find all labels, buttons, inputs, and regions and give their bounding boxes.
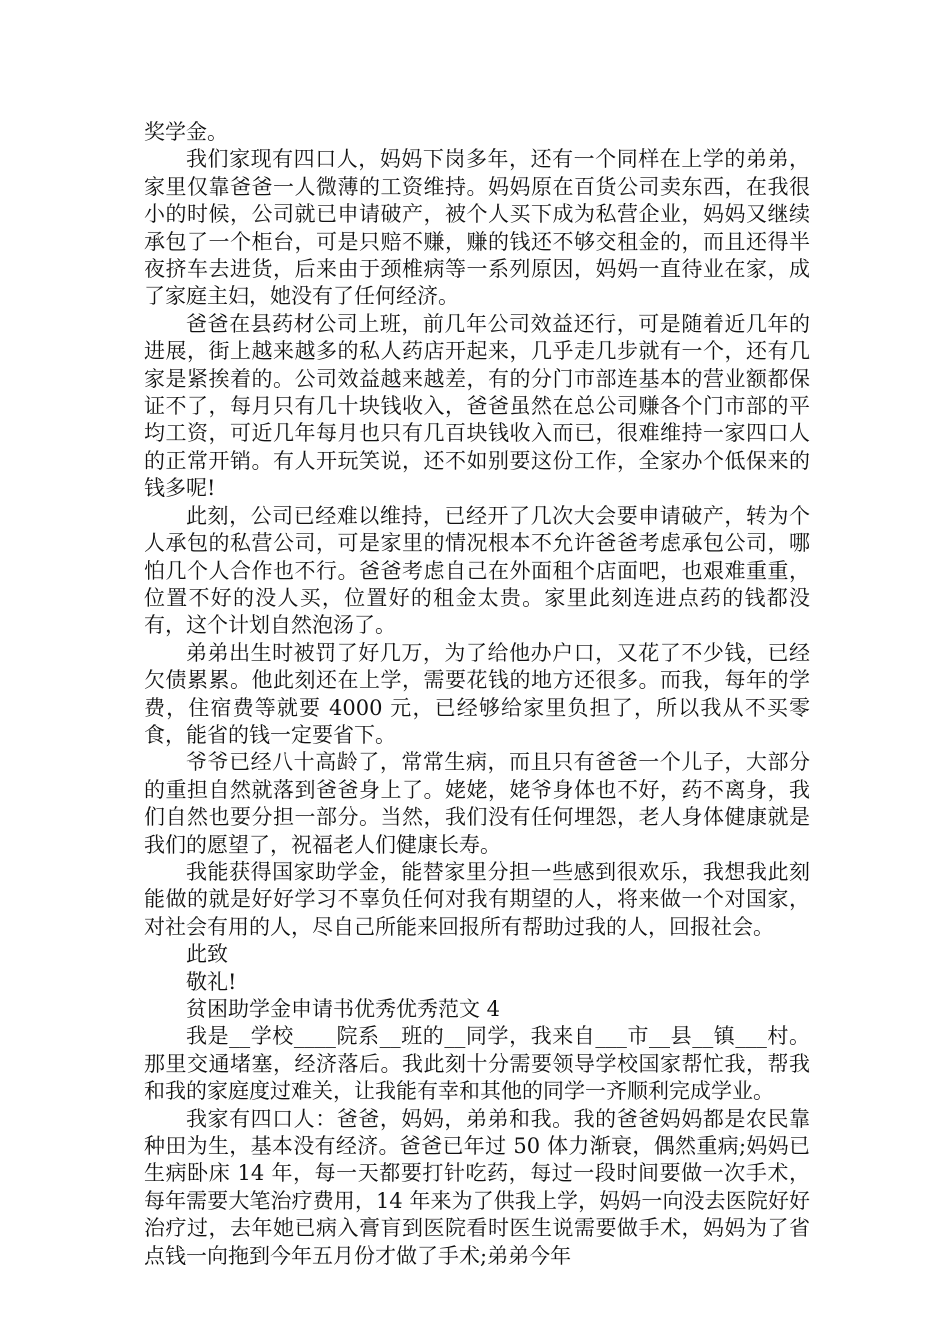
paragraph-continuation: 奖学金。 <box>144 120 228 144</box>
section-title: 贫困助学金申请书优秀优秀范文 4 <box>186 997 501 1021</box>
closing-salutation: 此致 <box>186 942 228 967</box>
paragraph-company-status: 此刻，公司已经难以维持，已经开了几次大会要申请破产，转为个人承包的私营公司，可是家里的情况根本不允许爸爸考虑承包公司，哪怕几个人合作也不行。爸爸考虑自己在外面租个店面吧，也艰难重重，位置不好的没人买，位置好的租金太贵。家里此刻连进点药的钱都没有，这个计划自然泡汤了。 <box>144 503 810 638</box>
paragraph-family-situation: 我家有四口人：爸爸，妈妈，弟弟和我。我的爸爸妈妈都是农民靠种田为生，基本没有经济。爸爸已年过 50 体力渐衰，偶然重病;妈妈已生病卧床 14 年，每一天都要打针吃药，每过一段时间要做一次手术，每年需要大笔治疗费用，14 年来为了供我上学，妈妈一向没去医院好好治疗过，去年她已病入膏肓到医院看时医生说需要做手术，妈妈为了省点钱一向拖到今年五月份才做了手术;弟弟今年 <box>144 1106 810 1268</box>
paragraph-brother-expenses: 弟弟出生时被罚了好几万，为了给他办户口，又花了不少钱，已经欠债累累。他此刻还在上学，需要花钱的地方还很多。而我，每年的学费，住宿费等就要 4000 元，已经够给家里负担了，所以我从不买零食，能省的钱一定要省下。 <box>144 640 810 747</box>
paragraph-father-job: 爸爸在县药材公司上班，前几年公司效益还行，可是随着近几年的进展，街上越来越多的私人药店开起来，几乎走几步就有一个，还有几家是紧挨着的。公司效益越来越差，有的分门市部连基本的营业额都保证不了，每月只有几十块钱收入，爸爸虽然在总公司赚各个门市部的平均工资，可近几年每月也只有几百块钱收入而已，很难维持一家四口人的正常开销。有人开玩笑说，还不如别要这份工作，全家办个低保来的钱多呢! <box>144 311 810 501</box>
document-body <box>144 119 810 1270</box>
paragraph-introduction: 我是__学校____院系__班的__同学，我来自___市__县__镇___村。那里交通堵塞，经济落后。我此刻十分需要领导学校国家帮忙我，帮我和我的家庭度过难关，让我能有幸和其他的同学一齐顺利完成学业。 <box>144 1024 810 1104</box>
closing-regards: 敬礼! <box>186 969 237 994</box>
paragraph-grandparents: 爷爷已经八十高龄了，常常生病，而且只有爸爸一个儿子，大部分的重担自然就落到爸爸身上了。姥姥，姥爷身体也不好，药不离身，我们自然也要分担一部分。当然，我们没有任何埋怨，老人身体健康就是我们的愿望了，祝福老人们健康长寿。 <box>144 750 810 857</box>
paragraph-family-mother: 我们家现有四口人，妈妈下岗多年，还有一个同样在上学的弟弟，家里仅靠爸爸一人微薄的工资维持。妈妈原在百货公司卖东西，在我很小的时候，公司就已申请破产，被个人买下成为私营企业，妈妈又继续承包了一个柜台，可是只赔不赚，赚的钱还不够交租金的，而且还得半夜挤车去进货，后来由于颈椎病等一系列原因，妈妈一直待业在家，成了家庭主妇，她没有了任何经济。 <box>144 147 810 309</box>
paragraph-gratitude: 我能获得国家助学金，能替家里分担一些感到很欢乐，我想我此刻能做的就是好好学习不辜负任何对我有期望的人，将来做一个对国家，对社会有用的人，尽自己所能来回报所有帮助过我的人，回报社会。 <box>144 859 810 939</box>
